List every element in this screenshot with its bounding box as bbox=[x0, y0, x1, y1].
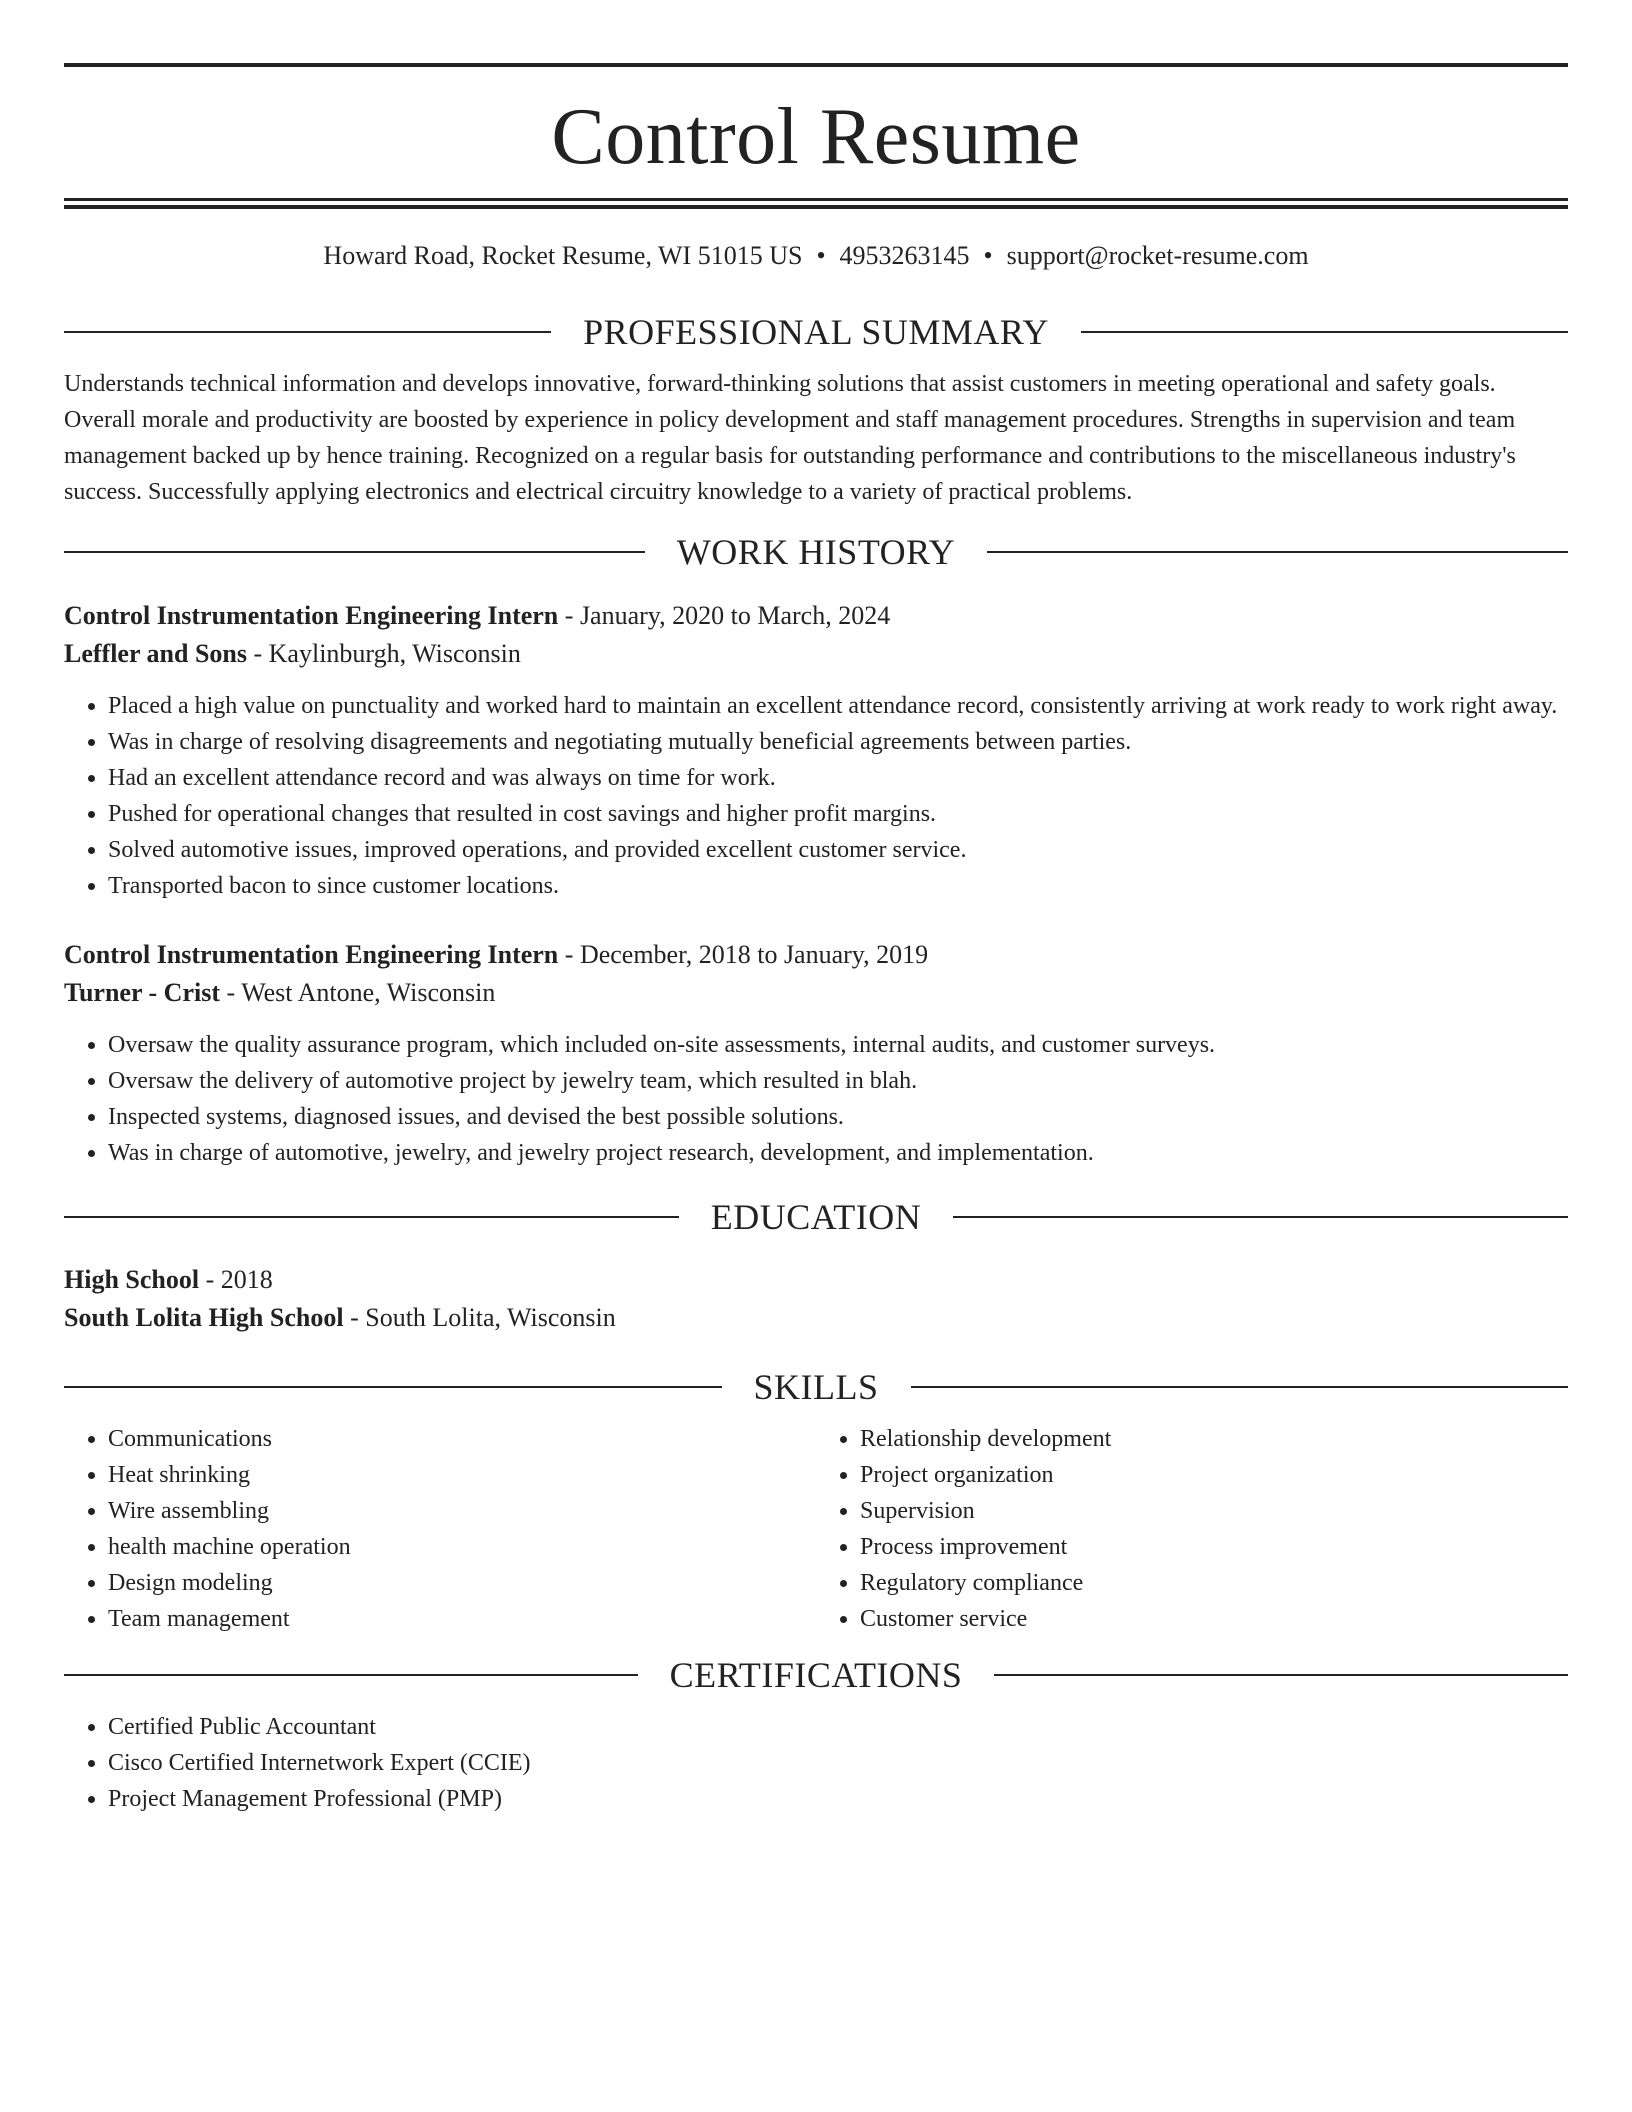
contact-separator: • bbox=[816, 241, 826, 270]
heading-rule bbox=[987, 551, 1568, 553]
list-item: • Design modeling bbox=[108, 1565, 816, 1601]
education-location: - South Lolita, Wisconsin bbox=[343, 1303, 616, 1332]
list-item: • Team management bbox=[108, 1601, 816, 1637]
skills-list-left bbox=[64, 1421, 816, 1637]
contact-line bbox=[64, 239, 1568, 273]
heading-rule bbox=[911, 1386, 1569, 1388]
heading-rule bbox=[994, 1674, 1568, 1676]
job-title-line bbox=[64, 936, 1568, 974]
top-rule bbox=[64, 63, 1568, 67]
contact-separator: • bbox=[983, 241, 993, 270]
section-heading-education bbox=[64, 1197, 1568, 1237]
education-year: - 2018 bbox=[199, 1265, 273, 1294]
list-item: • Wire assembling bbox=[108, 1493, 816, 1529]
heading-rule bbox=[64, 551, 645, 553]
education-degree: High School bbox=[64, 1265, 200, 1294]
job-bullets bbox=[64, 1027, 1568, 1171]
list-item: • Process improvement bbox=[860, 1529, 1568, 1565]
job-dates: - January, 2020 to March, 2024 bbox=[558, 601, 891, 630]
education-degree-line bbox=[64, 1261, 1568, 1299]
summary-text: Understands technical information and develops innovative, forward-thinking solutions that assist customers in meeting operational and safety goals. Overall morale and productivity are boosted by experience in policy development and staff management procedures. Strengths in supervision and team management backed up by hence training. Recognized on a regular basis for outstanding performance and contributions to the miscellaneous industry's success. Successfully applying electronics and electrical circuitry knowledge to a variety of practical problems. bbox=[64, 371, 1516, 505]
job-title-line bbox=[64, 597, 1568, 635]
list-item: • Pushed for operational changes that resulted in cost savings and higher profit margins. bbox=[108, 796, 1568, 832]
list-item: • Regulatory compliance bbox=[860, 1565, 1568, 1601]
list-item: • Project Management Professional (PMP) bbox=[108, 1781, 1568, 1817]
job-entry bbox=[64, 597, 1568, 904]
section-title: PROFESSIONAL SUMMARY bbox=[583, 312, 1049, 352]
list-item: • Supervision bbox=[860, 1493, 1568, 1529]
contact-phone: 4953263145 bbox=[839, 241, 970, 270]
job-bullets bbox=[64, 688, 1568, 904]
section-title: WORK HISTORY bbox=[676, 532, 956, 572]
section-heading-skills bbox=[64, 1367, 1568, 1407]
list-item: • Transported bacon to since customer locations. bbox=[108, 868, 1568, 904]
heading-rule bbox=[953, 1216, 1568, 1218]
list-item: • Cisco Certified Internetwork Expert (CCIE) bbox=[108, 1745, 1568, 1781]
education-school-line bbox=[64, 1299, 1568, 1337]
education-school: South Lolita High School bbox=[64, 1303, 344, 1332]
job-company: Leffler and Sons bbox=[64, 639, 247, 668]
list-item: • Was in charge of resolving disagreements and negotiating mutually beneficial agreements between parties. bbox=[108, 724, 1568, 760]
resume-name: Control Resume bbox=[551, 93, 1081, 181]
job-company: Turner - Crist bbox=[64, 978, 220, 1007]
job-location: - Kaylinburgh, Wisconsin bbox=[247, 639, 521, 668]
list-item: • Solved automotive issues, improved operations, and provided excellent customer service. bbox=[108, 832, 1568, 868]
education-entry bbox=[64, 1261, 1568, 1337]
list-item: • Was in charge of automotive, jewelry, and jewelry project research, development, and implementation. bbox=[108, 1135, 1568, 1171]
list-item: • Project organization bbox=[860, 1457, 1568, 1493]
heading-rule bbox=[64, 1216, 679, 1218]
list-item: • Oversaw the delivery of automotive project by jewelry team, which resulted in blah. bbox=[108, 1063, 1568, 1099]
certifications-list bbox=[64, 1709, 1568, 1817]
list-item: • Customer service bbox=[860, 1601, 1568, 1637]
heading-rule bbox=[64, 1674, 638, 1676]
section-title: EDUCATION bbox=[710, 1197, 922, 1237]
section-heading-certifications bbox=[64, 1655, 1568, 1695]
contact-email: support@rocket-resume.com bbox=[1006, 241, 1309, 270]
section-heading-work-history bbox=[64, 532, 1568, 572]
skills-list-right bbox=[816, 1421, 1568, 1637]
section-title: SKILLS bbox=[753, 1367, 879, 1407]
job-location: - West Antone, Wisconsin bbox=[220, 978, 496, 1007]
job-company-line bbox=[64, 974, 1568, 1012]
list-item: • Communications bbox=[108, 1421, 816, 1457]
list-item: • Placed a high value on punctuality and worked hard to maintain an excellent attendance record, consistently arriving at work ready to work right away. bbox=[108, 688, 1568, 724]
list-item: • health machine operation bbox=[108, 1529, 816, 1565]
section-heading-summary bbox=[64, 312, 1568, 352]
double-rule bbox=[64, 198, 1568, 209]
job-company-line bbox=[64, 635, 1568, 673]
job-dates: - December, 2018 to January, 2019 bbox=[558, 940, 929, 969]
list-item: • Inspected systems, diagnosed issues, and devised the best possible solutions. bbox=[108, 1099, 1568, 1135]
list-item: • Relationship development bbox=[860, 1421, 1568, 1457]
contact-address: Howard Road, Rocket Resume, WI 51015 US bbox=[323, 241, 803, 270]
list-item: • Certified Public Accountant bbox=[108, 1709, 1568, 1745]
job-title: Control Instrumentation Engineering Intern bbox=[64, 940, 559, 969]
resume-page bbox=[64, 63, 1568, 1817]
list-item: • Heat shrinking bbox=[108, 1457, 816, 1493]
job-entry bbox=[64, 936, 1568, 1171]
job-title: Control Instrumentation Engineering Intern bbox=[64, 601, 559, 630]
heading-rule bbox=[1081, 331, 1568, 333]
list-item: • Oversaw the quality assurance program, which included on-site assessments, internal audits, and customer surveys. bbox=[108, 1027, 1568, 1063]
section-title: CERTIFICATIONS bbox=[669, 1655, 963, 1695]
heading-rule bbox=[64, 331, 551, 333]
skills-columns bbox=[64, 1421, 1568, 1637]
list-item: • Had an excellent attendance record and was always on time for work. bbox=[108, 760, 1568, 796]
heading-rule bbox=[64, 1386, 722, 1388]
